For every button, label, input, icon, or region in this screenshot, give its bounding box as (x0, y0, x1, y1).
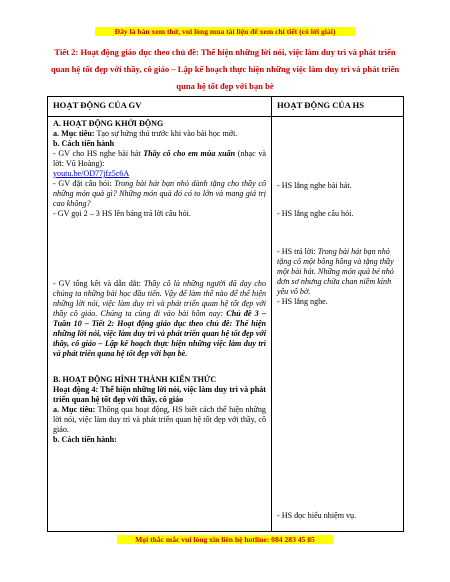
step-text: - GV đặt câu hỏi: (53, 179, 115, 188)
goal-text: Thông qua hoạt động, HS biết cách thể hiện những lời nói, việc làm duy trì và phát triển quan hệ tốt đẹp với thầy, cô giáo. (53, 405, 266, 434)
teacher-step-summary (53, 279, 266, 359)
song-credit: (nhạc và lời: Vũ Hoàng): (53, 149, 266, 168)
goal-text: Tạo sự hứng thú trước khi vào bài học mới. (94, 129, 238, 138)
lesson-title: Tiết 2: Hoạt động giáo dục theo chủ đề: Thể hiện những lời nói, việc làm duy trì và phát triển quan hệ tốt đẹp với thầy, cô giáo – Lập kế hoạch thực hiện những việc làm duy trì và phát triển quna hệ tốt đẹp với bạn bè (50, 47, 400, 91)
lesson-topic: Chủ đề 3 – Tuần 10 – Tiết 2: Hoạt động giáo dục theo chủ đề: Thể hiện những lời nói, việc làm duy trì và phát triển quan hệ tốt đẹp với thầy, cô giáo – Lập kế hoạch thực hiện những việc làm duy trì và phát triển quna hệ tốt đẹp với bạn bè. (53, 309, 266, 358)
spacer (277, 119, 398, 181)
table-header-row (48, 97, 404, 117)
goal-label: a. Mục tiêu: (53, 405, 96, 414)
activity-table (47, 96, 404, 532)
section-a-heading: A. HOẠT ĐỘNG KHỞI ĐỘNG (53, 119, 164, 128)
teacher-activity-cell (48, 117, 272, 532)
header-student-activity: HOẠT ĐỘNG CỦA HS (272, 97, 404, 117)
header-teacher-activity: HOẠT ĐỘNG CỦA GV (48, 97, 272, 117)
hotline-banner: Mọi thắc mắc vui lòng xin liên hệ hotline: 084 283 45 85 (117, 535, 333, 544)
step-text: - GV cho HS nghe bài hát (53, 149, 144, 158)
step-text: - HS trả lời: (277, 247, 318, 256)
summary-text: Thầy cô là những người đã dạy cho chúng ta những bài học đầu tiên. Vậy để làm thế nào để thể hiện những lời nói, việc làm duy trì và phát triển quan hệ tốt đẹp với thầy cô giáo. Chúng ta cùng đi vào bài hôm nay: (53, 279, 266, 318)
student-step-listen-question: - HS lắng nghe câu hỏi. (277, 209, 354, 218)
spacer (53, 359, 266, 375)
song-link[interactable]: youtu.be/OD77jfz5c6A (53, 169, 130, 178)
student-step-listen: - HS lắng nghe. (277, 297, 328, 306)
teacher-step-call: - GV gọi 2 – 3 HS lên bảng trả lời câu hỏi. (53, 209, 191, 218)
spacer (277, 307, 398, 511)
preview-banner: Đây là bản xem thử, vui lòng mua tài liệu để xem chi tiết (có lời giải) (95, 27, 355, 36)
section-b-goal (53, 405, 266, 435)
song-title: Thầy cô cho em mùa xuân (143, 149, 236, 158)
student-step-listen-song: - HS lắng nghe bài hát. (277, 181, 352, 190)
teacher-step-question (53, 179, 266, 209)
section-a-method-label: b. Cách tiến hành (53, 139, 115, 148)
spacer (277, 191, 398, 209)
section-b-method-label: b. Cách tiến hành: (53, 435, 117, 444)
student-step-read-task: - HS đọc hiểu nhiệm vụ. (277, 511, 357, 520)
question-text: Trong bài hát bạn nhỏ dành tặng cho thầy cô những món quà gì? Những món quà đó có to lớn và mang giá trị cao không? (53, 179, 266, 208)
teacher-step-song (53, 149, 266, 179)
table-row (48, 117, 404, 532)
spacer (277, 219, 398, 247)
section-a-goal (53, 129, 266, 139)
spacer (53, 219, 266, 279)
answer-text: Trong bài hát bạn nhỏ tặng cô một bông hồng và tặng thầy một bài hát. Những món quà bé nhỏ đơn sơ nhưng chứa chan niềm kính yêu vô bờ. (277, 247, 394, 296)
activity-4-heading: Hoạt động 4: Thể hiện những lời nói, việc làm duy trì và phát triển quan hệ tốt đẹp với thầy, cô giáo (53, 385, 266, 404)
goal-label: a. Mục tiêu: (53, 129, 95, 138)
step-text: - GV tổng kết và dẫn dắt: (53, 279, 144, 288)
section-b-heading: B. HOẠT ĐỘNG HÌNH THÀNH KIẾN THỨC (53, 375, 217, 384)
student-activity-cell (272, 117, 404, 532)
student-step-answer (277, 247, 398, 297)
